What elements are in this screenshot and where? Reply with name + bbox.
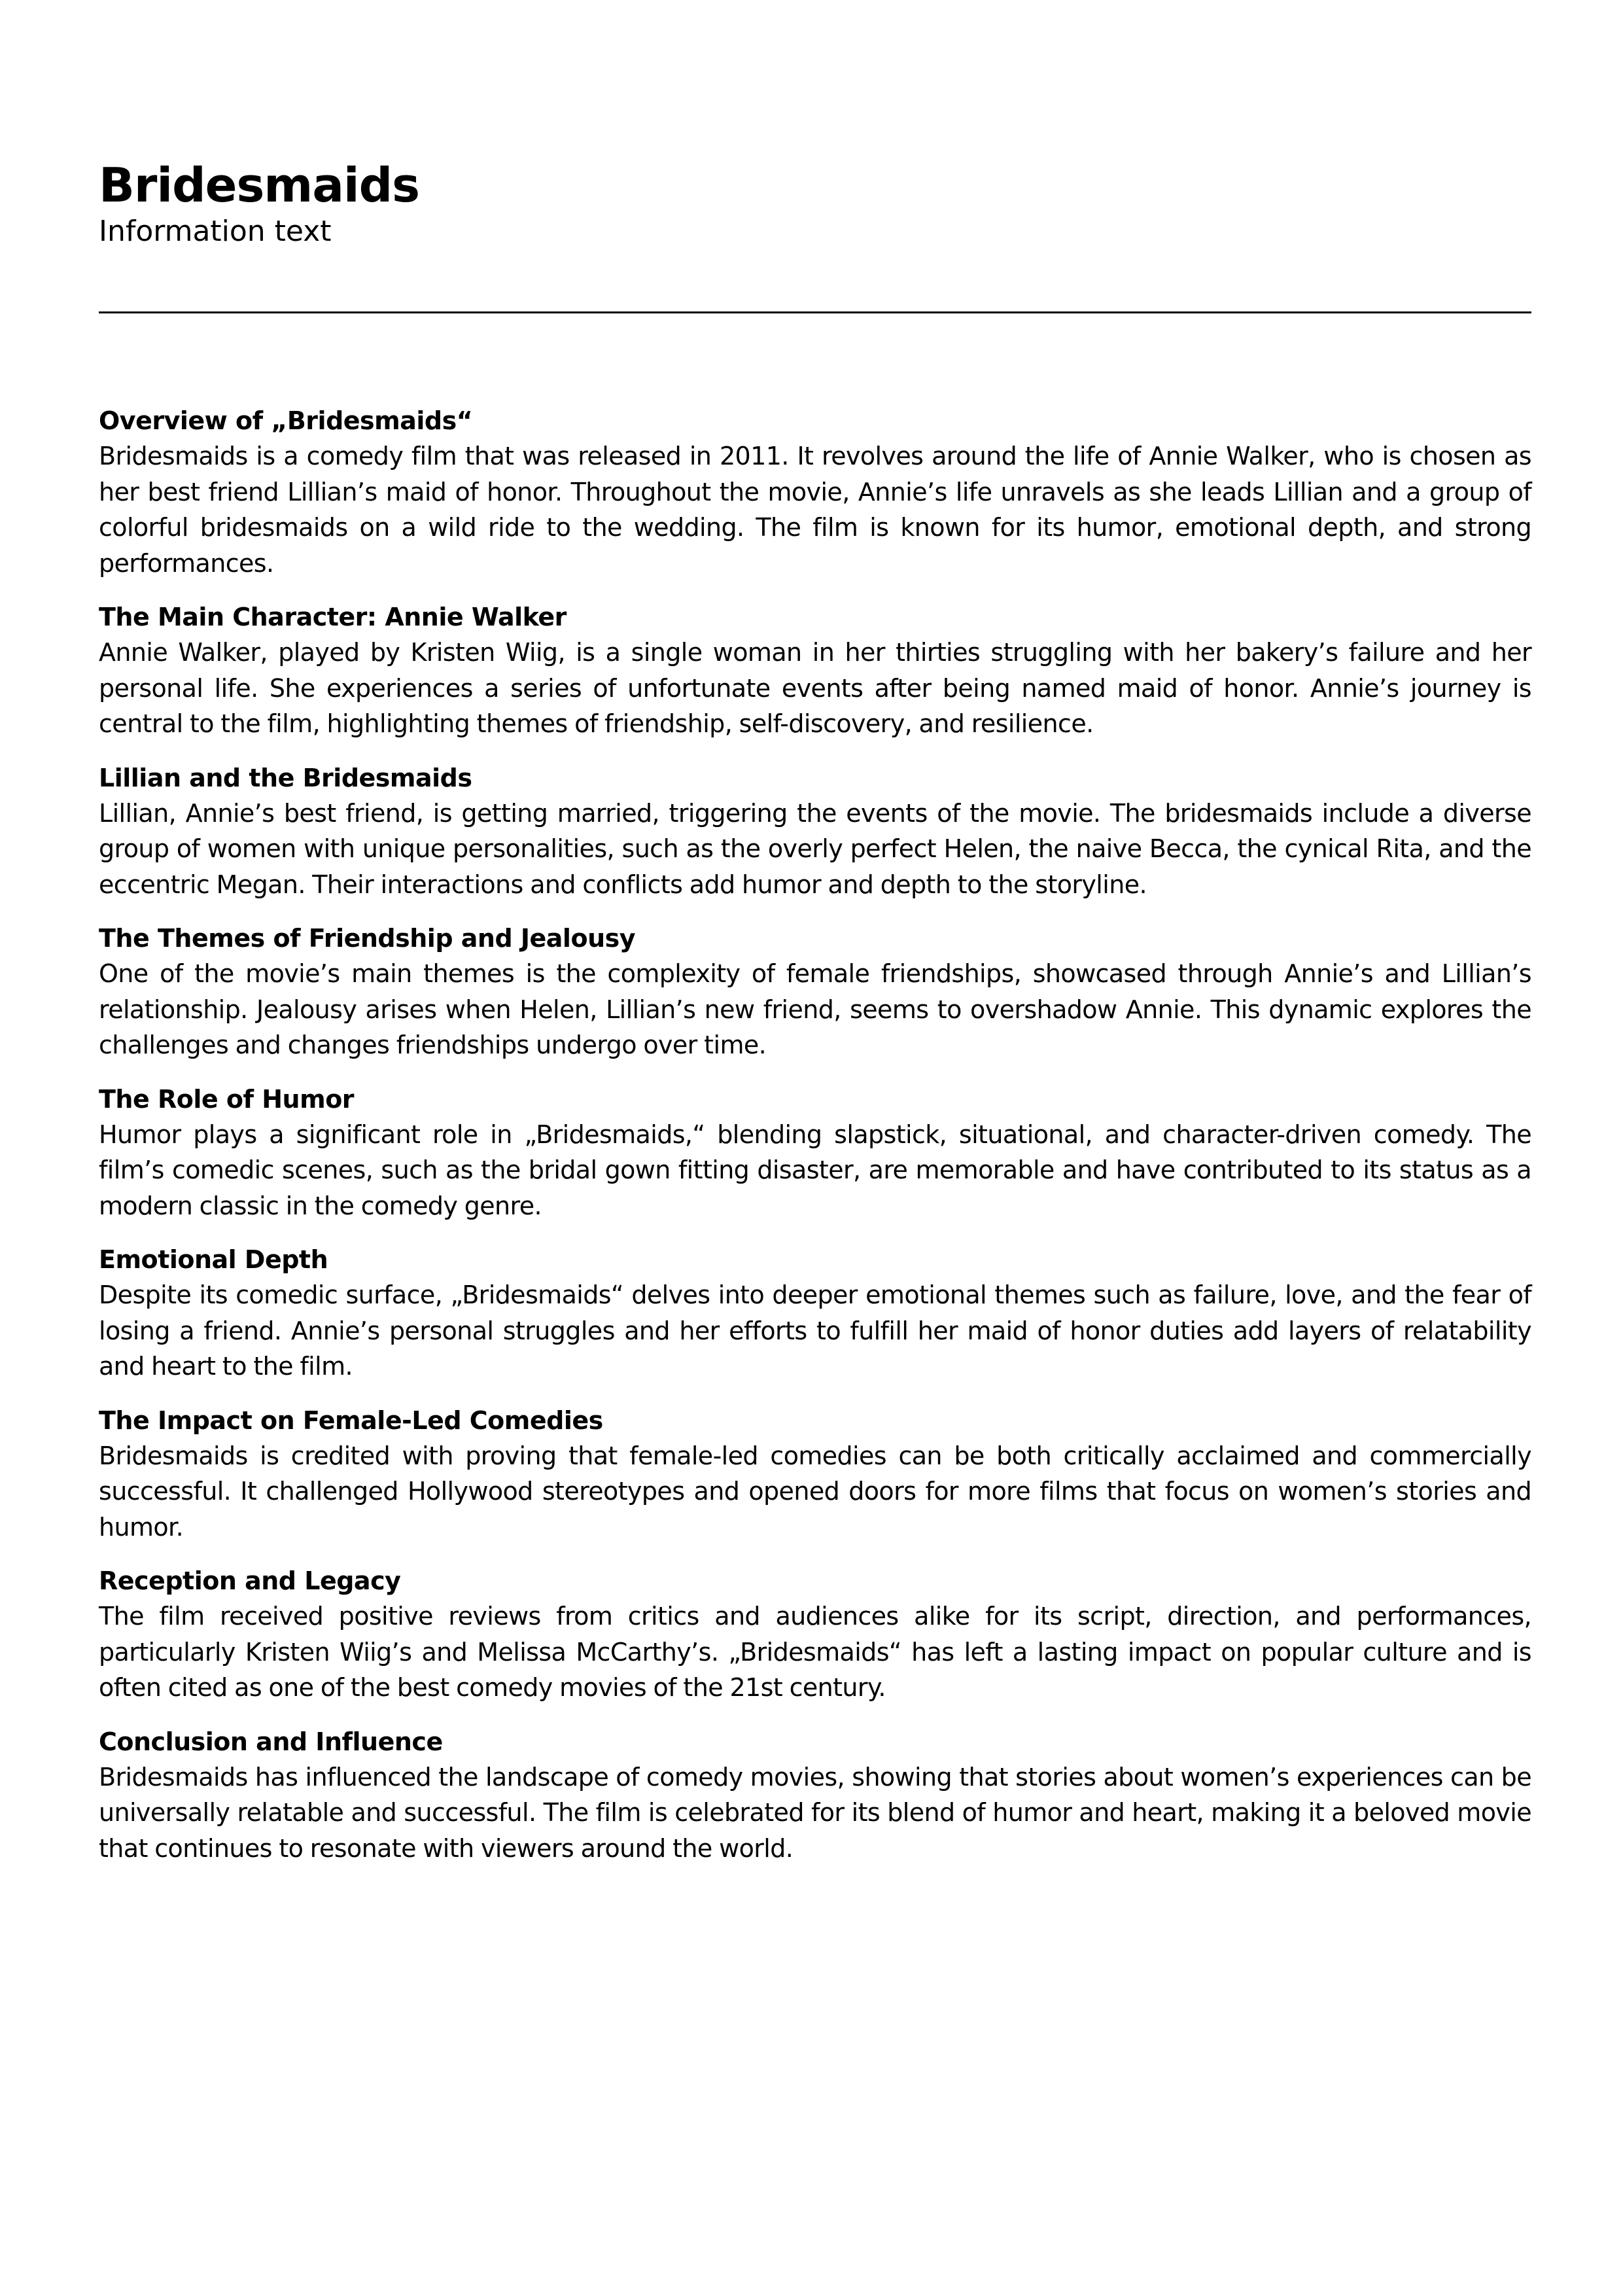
section-heading: The Themes of Friendship and Jealousy <box>99 924 636 953</box>
document-subtitle: Information text <box>99 215 332 248</box>
document-content <box>99 403 1531 1884</box>
section-heading: The Impact on Female-Led Comedies <box>99 1405 603 1435</box>
section-body: Bridesmaids has influenced the landscape of comedy movies, showing that stories about women’s experiences can be universally relatable and successful. The film is celebrated for its blend of humor and heart, making it a beloved movie that continues to resonate with viewers around the world. <box>99 1762 1531 1863</box>
section-heading: Lillian and the Bridesmaids <box>99 763 472 792</box>
section-body: Annie Walker, played by Kristen Wiig, is a single woman in her thirties struggling with her bakery’s failure and her personal life. She experiences a series of unfortunate events after being named maid of honor. Annie’s journey is central to the film, highlighting themes of friendship, self-discovery, and resilience. <box>99 638 1531 738</box>
section-role-of-humor <box>99 1082 1531 1224</box>
document-page <box>99 157 1531 1863</box>
section-reception-legacy <box>99 1563 1531 1706</box>
section-heading: Overview of „Bridesmaids“ <box>99 406 473 435</box>
section-heading: The Role of Humor <box>99 1084 355 1114</box>
section-female-led-comedies <box>99 1403 1531 1545</box>
section-main-character <box>99 599 1531 742</box>
section-heading: Conclusion and Influence <box>99 1727 443 1756</box>
header-divider <box>99 311 1531 313</box>
section-conclusion-influence <box>99 1724 1531 1867</box>
section-emotional-depth <box>99 1242 1531 1385</box>
section-body: Bridesmaids is credited with proving that female-led comedies can be both critically acclaimed and commercially successful. It challenged Hollywood stereotypes and opened doors for more films that focus on women’s stories and humor. <box>99 1441 1531 1542</box>
section-body: Despite its comedic surface, „Bridesmaids“ delves into deeper emotional themes such as failure, love, and the fear of losing a friend. Annie’s personal struggles and her efforts to fulfill her maid of honor duties add layers of relatability and heart to the film. <box>99 1280 1531 1381</box>
section-friendship-jealousy <box>99 921 1531 1063</box>
section-body: One of the movie’s main themes is the complexity of female friendships, showcased through Annie’s and Lillian’s relationship. Jealousy arises when Helen, Lillian’s new friend, seems to overshadow Annie. This dynamic explores the challenges and changes friendships undergo over time. <box>99 959 1531 1059</box>
section-lillian-bridesmaids <box>99 760 1531 903</box>
section-body: Bridesmaids is a comedy film that was released in 2011. It revolves around the life of Annie Walker, who is chosen as her best friend Lillian’s maid of honor. Throughout the movie, Annie’s life unravels as she leads Lillian and a group of colorful bridesmaids on a wild ride to the wedding. The film is known for its humor, emotional depth, and strong performances. <box>99 442 1531 578</box>
section-heading: Reception and Legacy <box>99 1566 401 1595</box>
section-body: Lillian, Annie’s best friend, is getting married, triggering the events of the movie. The bridesmaids include a diverse group of women with unique personalities, such as the overly perfect Helen, the naive Becca, the cynical Rita, and the eccentric Megan. Their interactions and conflicts add humor and depth to the storyline. <box>99 798 1531 899</box>
section-body: The film received positive reviews from critics and audiences alike for its script, direction, and performances, particularly Kristen Wiig’s and Melissa McCarthy’s. „Bridesmaids“ has left a lasting impact on popular culture and is often cited as one of the best comedy movies of the 21st century. <box>99 1602 1531 1702</box>
section-overview <box>99 403 1531 581</box>
document-title: Bridesmaids <box>99 158 419 213</box>
section-body: Humor plays a significant role in „Bridesmaids,“ blending slapstick, situational, and character-driven comedy. The film’s comedic scenes, such as the bridal gown fitting disaster, are memorable and have contributed to its status as a modern classic in the comedy genre. <box>99 1120 1531 1220</box>
section-heading: Emotional Depth <box>99 1245 328 1274</box>
section-heading: The Main Character: Annie Walker <box>99 603 567 631</box>
